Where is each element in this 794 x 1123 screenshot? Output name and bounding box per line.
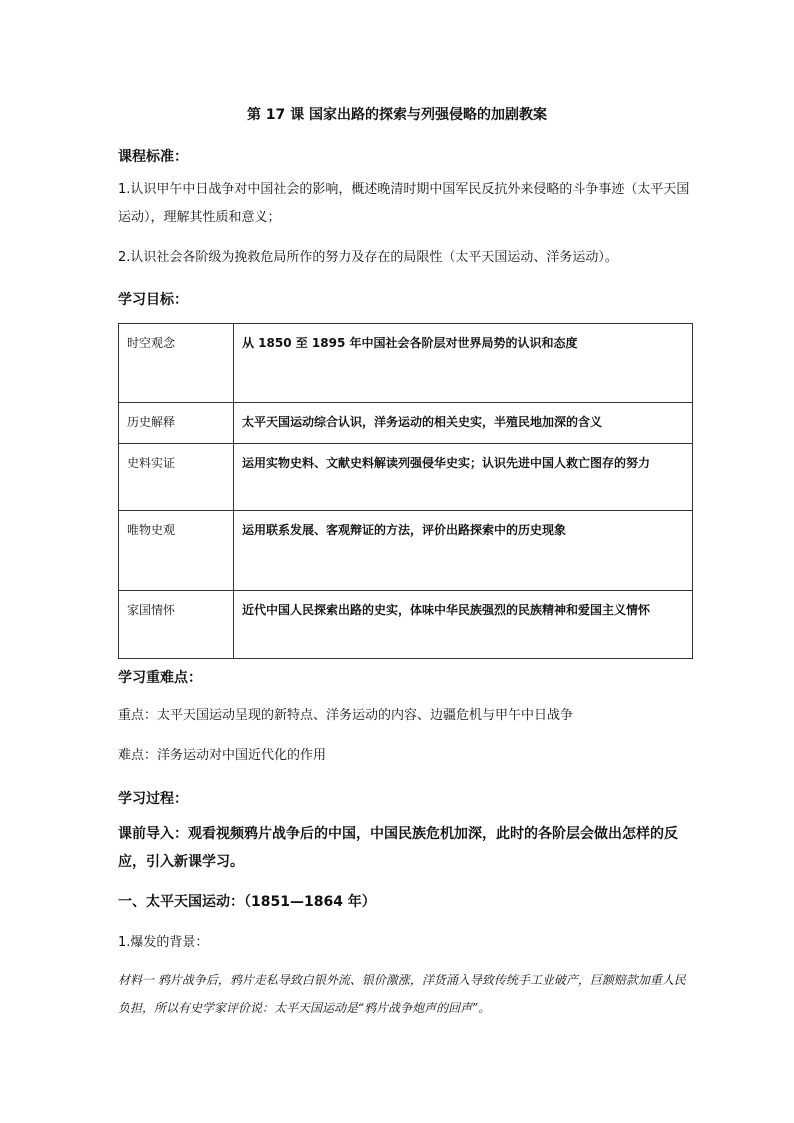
table-row [119,591,693,659]
learning-goals-heading: 学习目标： [118,292,188,308]
goal-content: 近代中国人民探索出路的史实，体味中华民族强烈的民族精神和爱国主义情怀 [234,591,693,659]
material-1: 材料一 鸦片战争后，鸦片走私导致白银外流、银价激涨，洋货涌入导致传统手工业破产，巨额赔款加重人民负担，所以有史学家评价说：太平天国运动是“鸦片战争炮声的回声”。 [118,973,686,1015]
goal-content: 运用实物史料、文献史料解读列强侵华史实；认识先进中国人救亡图存的努力 [234,444,693,511]
table-row [119,324,693,403]
goal-label: 家国情怀 [119,591,234,659]
goal-label: 史料实证 [119,444,234,511]
goal-label: 时空观念 [119,324,234,403]
goal-content: 太平天国运动综合认识，洋务运动的相关史实，半殖民地加深的含义 [234,403,693,444]
table-row [119,403,693,444]
goal-content: 从 1850 至 1895 年中国社会各阶层对世界局势的认识和态度 [234,324,693,403]
class-intro: 课前导入：观看视频鸦片战争后的中国，中国民族危机加深，此时的各阶层会做出怎样的反应，引入新课学习。 [118,826,678,870]
process-heading: 学习过程： [118,791,188,807]
learning-goals-table [118,323,693,659]
course-standard-heading: 课程标准： [118,149,188,165]
document-title: 第 17 课 国家出路的探索与列强侵略的加剧教案 [246,107,548,123]
table-row [119,511,693,591]
key-points-heading: 学习重难点： [118,670,202,686]
goal-label: 历史解释 [119,403,234,444]
table-row [119,444,693,511]
course-standard-item-1: 1.认识甲午中日战争对中国社会的影响，概述晚清时期中国军民反抗外来侵略的斗争事迹（太平天国运动），理解其性质和意义； [118,182,690,225]
goal-label: 唯物史观 [119,511,234,591]
goal-content: 运用联系发展、客观辩证的方法，评价出路探索中的历史现象 [234,511,693,591]
key-points-focus: 重点：太平天国运动呈现的新特点、洋务运动的内容、边疆危机与甲午中日战争 [118,708,574,723]
section-1-title: 一、太平天国运动：（1851—1864 年） [118,894,376,910]
sub-1-title: 1.爆发的背景： [118,935,209,950]
course-standard-item-2: 2.认识社会各阶级为挽救危局所作的努力及存在的局限性（太平天国运动、洋务运动）。 [118,250,618,265]
key-points-difficulty: 难点：洋务运动对中国近代化的作用 [118,748,327,763]
